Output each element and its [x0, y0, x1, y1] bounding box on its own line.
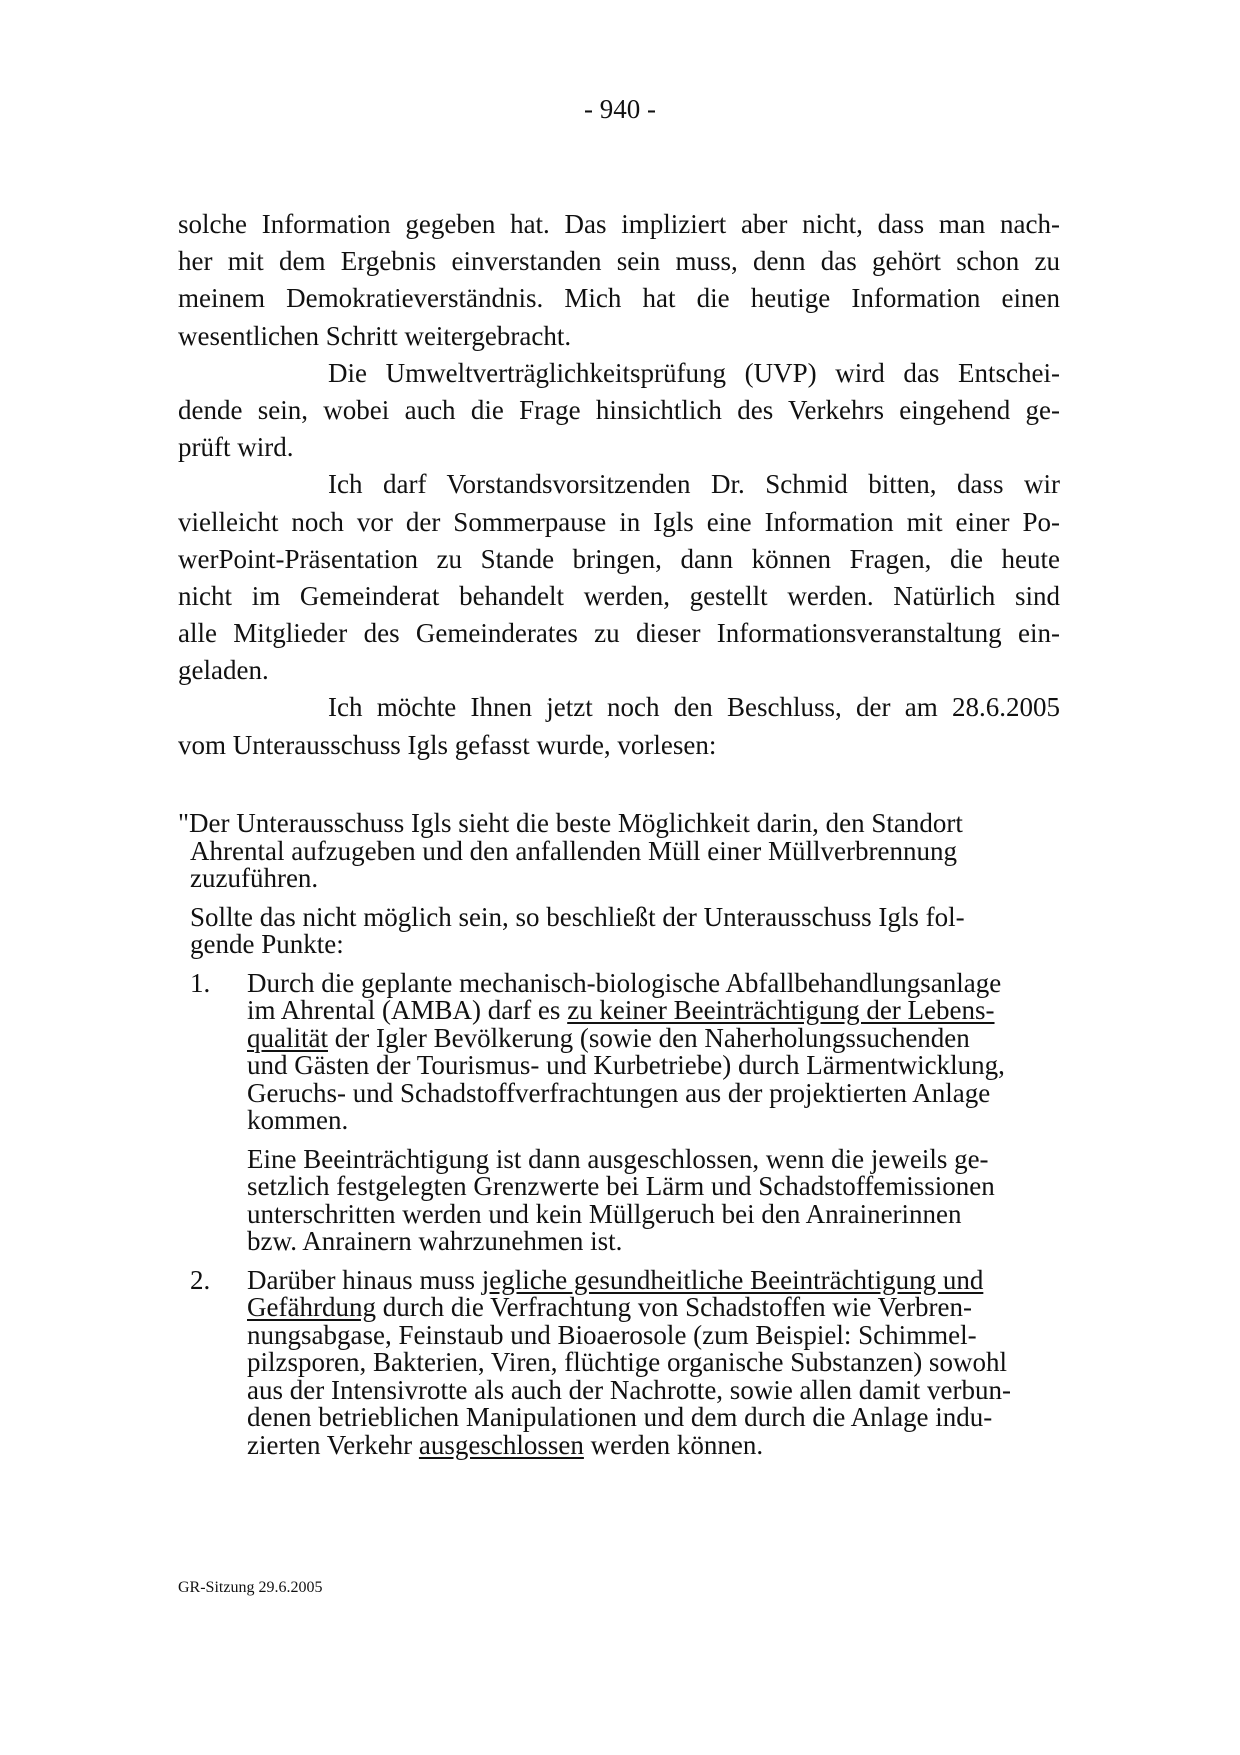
list-item	[178, 1264, 1074, 1460]
text-line: nungsabgase, Feinstaub und Bioaerosole (zum Beispiel: Schimmel-	[247, 1319, 977, 1350]
text-line: meinem Demokratieverständnis. Mich hat die heutige Information einen	[178, 283, 1060, 314]
text-line: dende sein, wobei auch die Frage hinsichtlich des Verkehrs eingehend ge-	[178, 394, 1060, 425]
text-line: Durch die geplante mechanisch-biologische Abfallbehandlungsanlage	[247, 967, 1002, 998]
list-item-text	[247, 967, 1074, 1256]
text-line: aus der Intensivrotte als auch der Nachrotte, sowie allen damit verbun-	[247, 1374, 1011, 1405]
paragraph-1	[178, 206, 1060, 355]
paragraph-4	[178, 689, 1060, 763]
text-line: pilzsporen, Bakterien, Viren, flüchtige organische Substanzen) sowohl	[247, 1347, 1007, 1377]
page-number: - 940 -	[584, 94, 656, 124]
resolution-quote	[178, 810, 1074, 1459]
text-line: "Der Unterausschuss Igls sieht die beste Möglichkeit darin, den Standort	[178, 808, 963, 838]
text-line: her mit dem Ergebnis einverstanden sein muss, denn das gehört schon zu	[178, 246, 1060, 277]
quote-intro	[178, 810, 1074, 893]
text-line: wesentlichen Schritt weitergebracht.	[178, 320, 572, 351]
paragraph-2	[178, 355, 1060, 467]
text-line: alle Mitglieder des Gemeinderates zu dieser Informationsveranstaltung ein-	[178, 618, 1060, 649]
text-line: werPoint-Präsentation zu Stande bringen, dann können Fragen, die heute	[178, 543, 1060, 574]
underlined-text: ausgeschlossen	[418, 1429, 584, 1460]
text-line: Gefährdung durch die Verfrachtung von Schadstoffen wie Verbren-	[247, 1292, 973, 1322]
text-line: und Gästen der Tourismus- und Kurbetriebe) durch Lärmentwicklung,	[247, 1050, 1005, 1080]
text-line: Sollte das nicht möglich sein, so beschließt der Unterausschuss Igls fol-	[190, 901, 965, 932]
text-line: Ich darf Vorstandsvorsitzenden Dr. Schmid bitten, dass wir	[328, 469, 1060, 500]
text-line: unterschritten werden und kein Müllgeruch bei den Anrainerinnen	[247, 1198, 962, 1229]
text-line: Darüber hinaus muss jegliche gesundheitliche Beeinträchtigung und	[247, 1264, 984, 1295]
paragraph-3	[178, 466, 1060, 689]
text-line: denen betrieblichen Manipulationen und dem durch die Anlage indu-	[247, 1402, 993, 1432]
text-line: vom Unterausschuss Igls gefasst wurde, vorlesen:	[178, 729, 717, 760]
list-item-number: 1.	[190, 967, 211, 998]
text-line: Die Umweltverträglichkeitsprüfung (UVP) wird das Entschei-	[328, 357, 1060, 388]
text-line: qualität der Igler Bevölkerung (sowie den Naherholungssuchenden	[247, 1022, 970, 1053]
text-line: solche Information gegeben hat. Das impliziert aber nicht, dass man nach-	[178, 209, 1060, 239]
list-item-number: 2.	[190, 1264, 211, 1295]
text-line: kommen.	[247, 1105, 349, 1135]
text-line: bzw. Anrainern wahrzunehmen ist.	[247, 1226, 623, 1256]
text-line: zierten Verkehr ausgeschlossen werden können.	[247, 1429, 764, 1460]
text-line: Eine Beeinträchtigung ist dann ausgeschlossen, wenn die jeweils ge-	[247, 1143, 989, 1174]
page-footer: GR-Sitzung 29.6.2005	[178, 1579, 323, 1596]
list-item	[178, 967, 1074, 1256]
list-item-text	[247, 1264, 1074, 1460]
text-line: Ich möchte Ihnen jetzt noch den Beschluss, der am 28.6.2005	[328, 692, 1060, 723]
quote-condition	[178, 901, 1074, 959]
underlined-text: zu keiner Beeinträchtigung der Lebens-	[567, 995, 995, 1025]
text-line: nicht im Gemeinderat behandelt werden, gestellt werden. Natürlich sind	[178, 580, 1060, 611]
text-line: vielleicht noch vor der Sommerpause in Igls eine Information mit einer Po-	[178, 506, 1060, 537]
underlined-text: Gefährdung	[247, 1292, 376, 1322]
underlined-text: qualität	[247, 1022, 328, 1053]
text-line: gende Punkte:	[190, 929, 344, 959]
body-text	[178, 206, 1060, 764]
text-line: prüft wird.	[178, 432, 294, 463]
underlined-text: jegliche gesundheitliche Beeinträchtigung und	[481, 1264, 984, 1295]
text-line: setzlich festgelegten Grenzwerte bei Lärm und Schadstoffemissionen	[247, 1171, 995, 1201]
text-line: Ahrental aufzugeben und den anfallenden Müll einer Müllverbrennung	[190, 835, 957, 866]
text-line: zuzuführen.	[190, 863, 319, 893]
text-line: im Ahrental (AMBA) darf es zu keiner Beeinträchtigung der Lebens-	[247, 995, 995, 1025]
text-line: geladen.	[178, 655, 269, 686]
text-line: Geruchs- und Schadstoffverfrachtungen aus der projektierten Anlage	[247, 1077, 991, 1108]
